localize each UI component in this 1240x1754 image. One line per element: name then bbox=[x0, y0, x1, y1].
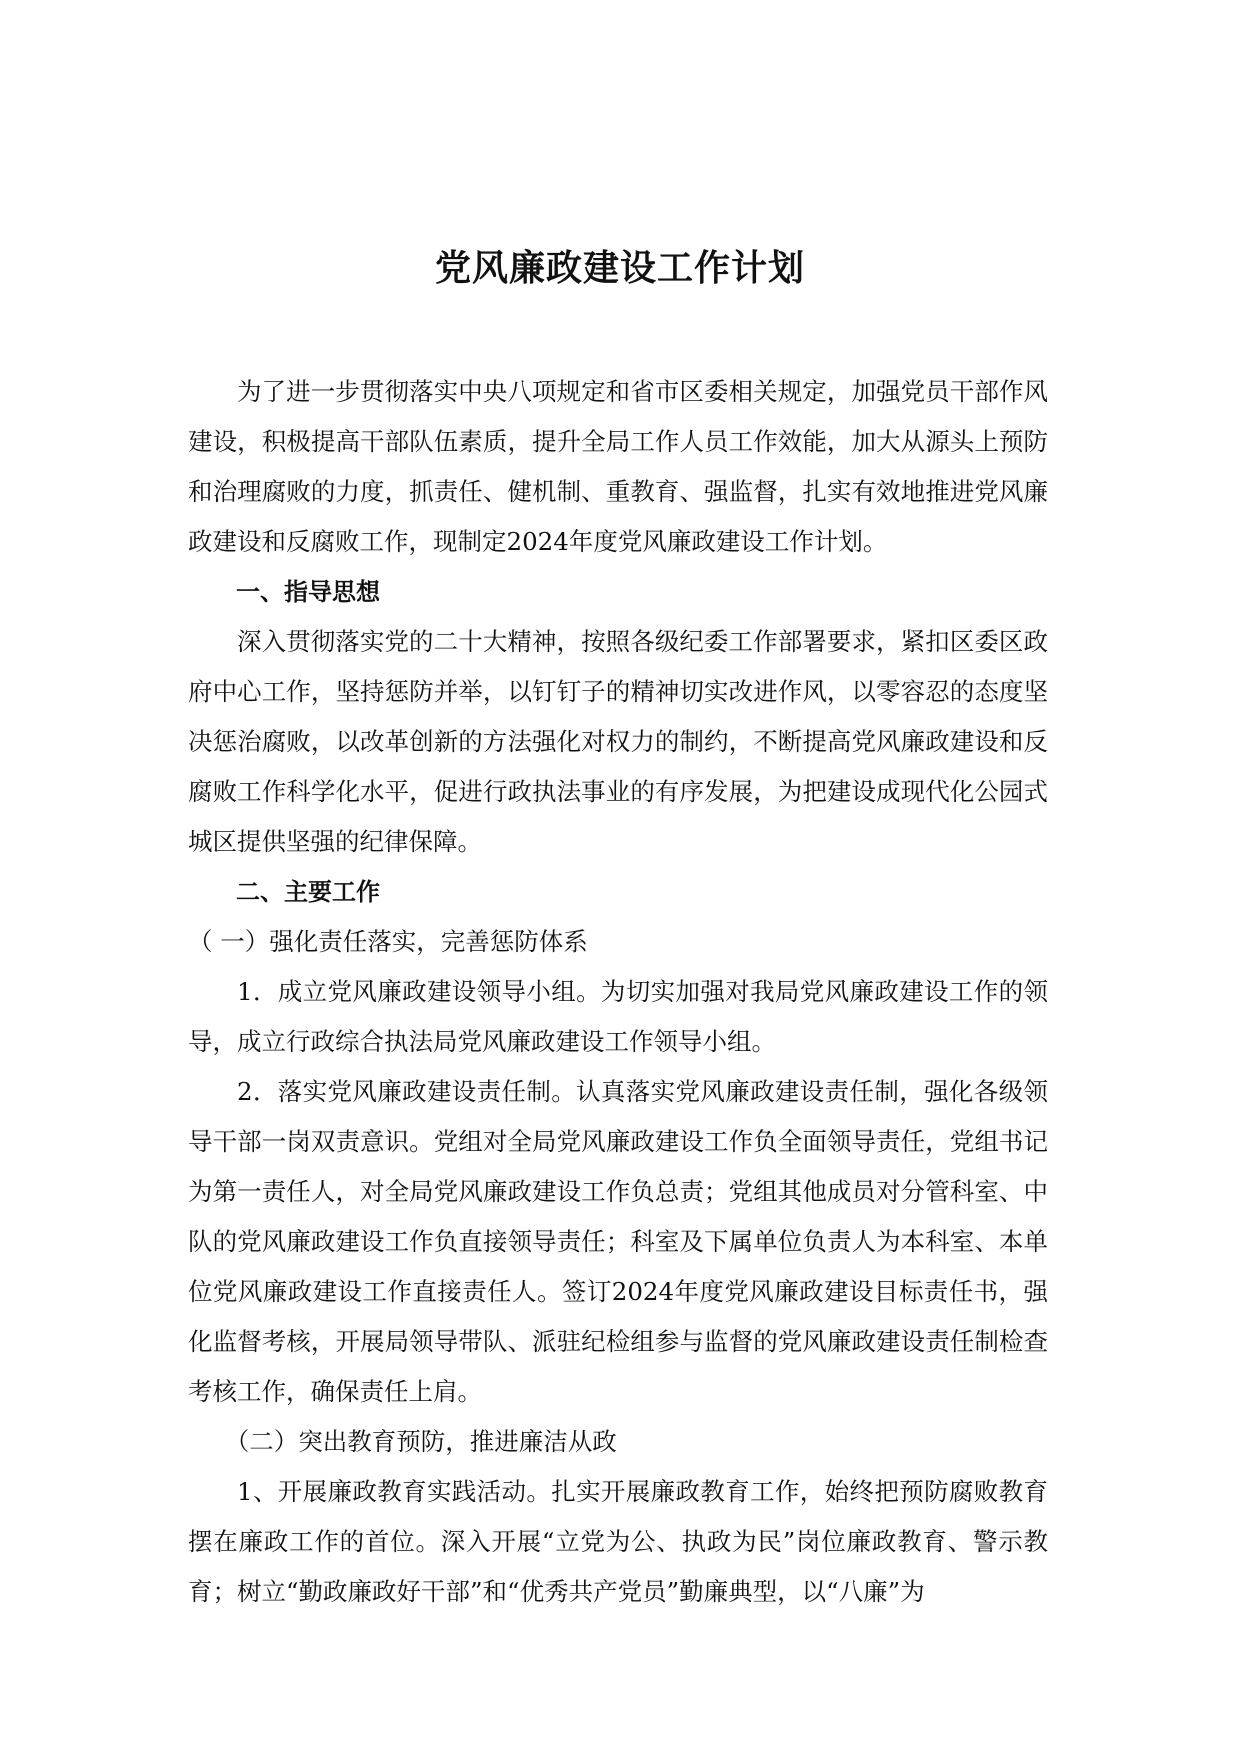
item-responsibility-system: 2．落实党风廉政建设责任制。认真落实党风廉政建设责任制，强化各级领导干部一岗双责意识。党组对全局党风廉政建设工作负全面领导责任，党组书记为第一责任人，对全局党风廉政建设工作负总责；党组其他成员对分管科室、中队的党风廉政建设工作负直接领导责任；科室及下属单位负责人为本科室、本单位党风廉政建设工作直接责任人。签订2024年度党风廉政建设目标责任书，强化监督考核，开展局领导带队、派驻纪检组参与监督的党风廉政建设责任制检查考核工作，确保责任上肩。 bbox=[188, 1077, 1048, 1406]
guiding-ideology-paragraph: 深入贯彻落实党的二十大精神，按照各级纪委工作部署要求，紧扣区委区政府中心工作，坚持惩防并举，以钉钉子的精神切实改进作风，以零容忍的态度坚决惩治腐败，以改革创新的方法强化对权力的制约，不断提高党风廉政建设和反腐败工作科学化水平，促进行政执法事业的有序发展，为把建设成现代化公园式城区提供坚强的纪律保障。 bbox=[188, 627, 1048, 856]
item-education-activities: 1、开展廉政教育实践活动。扎实开展廉政教育工作，始终把预防腐败教育摆在廉政工作的首位。深入开展“立党为公、执政为民”岗位廉政教育、警示教育；树立“勤政廉政好干部”和“优秀共产党员”勤廉典型，以“八廉”为 bbox=[188, 1477, 1048, 1606]
section-heading-guiding-ideology: 一、指导思想 bbox=[236, 578, 380, 606]
subsection-heading-education: （二）突出教育预防，推进廉洁从政 bbox=[224, 1427, 617, 1456]
intro-paragraph: 为了进一步贯彻落实中央八项规定和省市区委相关规定，加强党员干部作风建设，积极提高干部队伍素质，提升全局工作人员工作效能，加大从源头上预防和治理腐败的力度，抓责任、健机制、重教育、强监督，扎实有效地推进党风廉政建设和反腐败工作，现制定2024年度党风廉政建设工作计划。 bbox=[188, 377, 1048, 556]
subsection-heading-responsibility: （ 一）强化责任落实，完善惩防体系 bbox=[188, 927, 588, 956]
section-heading-main-work: 二、主要工作 bbox=[236, 878, 380, 906]
document-title: 党风廉政建设工作计划 bbox=[434, 247, 805, 289]
item-leadership-group: 1．成立党风廉政建设领导小组。为切实加强对我局党风廉政建设工作的领导，成立行政综合执法局党风廉政建设工作领导小组。 bbox=[188, 977, 1048, 1056]
document-body bbox=[188, 367, 1048, 1617]
